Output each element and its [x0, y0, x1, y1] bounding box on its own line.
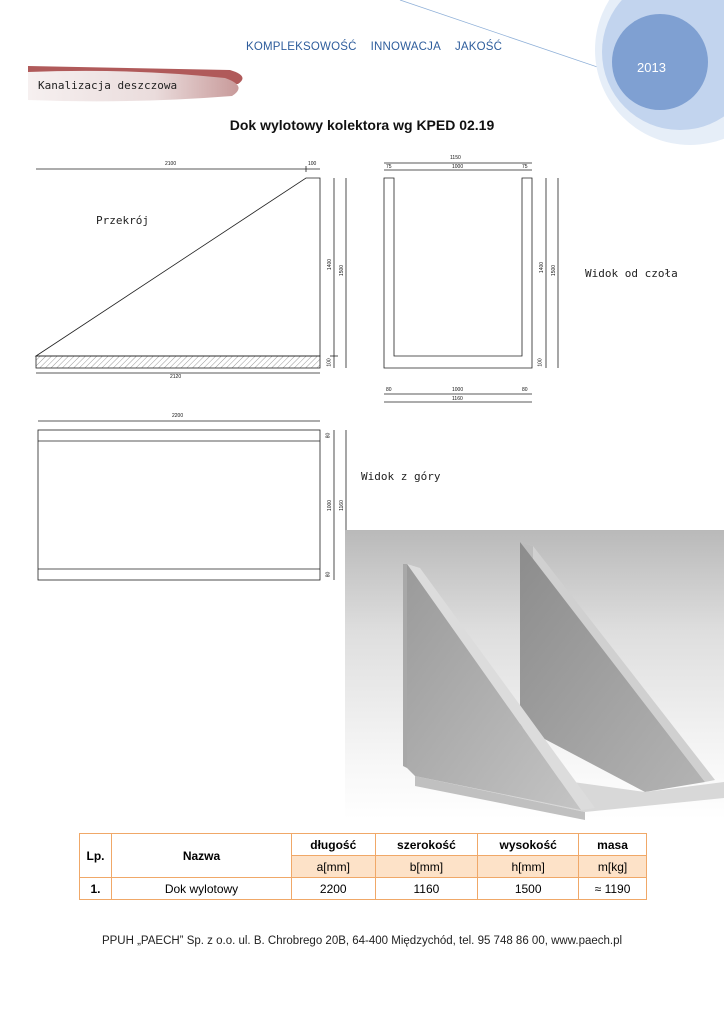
dimension-label: 1500	[551, 264, 558, 277]
cell-length: 2200	[292, 878, 376, 900]
product-render-image	[345, 530, 724, 820]
dimension-label: 80	[325, 571, 332, 578]
dimension-label: 75	[386, 164, 392, 170]
dimension-label: 80	[386, 387, 392, 393]
table-row	[80, 878, 647, 900]
header-width: szerokość	[375, 834, 478, 856]
header-length: długość	[292, 834, 376, 856]
dimension-label: 1000	[452, 387, 464, 393]
dimension-label: 1000	[327, 499, 334, 512]
dimension-label: 80	[325, 432, 332, 439]
section-tab: Kanalizacja deszczowa	[38, 79, 178, 92]
top-drawing	[38, 421, 346, 580]
front-drawing	[384, 163, 558, 402]
year-badge: 2013	[637, 60, 666, 75]
dimension-label: 100	[326, 358, 333, 367]
dimension-label: 1150	[450, 155, 461, 161]
dimension-label: 75	[522, 164, 528, 170]
slogan-word: JAKOŚĆ	[454, 41, 503, 53]
cell-mass: ≈ 1190	[579, 878, 647, 900]
page-title: Dok wylotowy kolektora wg KPED 02.19	[229, 117, 495, 133]
front-view-label: Widok od czoła	[585, 267, 678, 280]
top-view-label: Widok z góry	[361, 470, 441, 483]
spec-table	[79, 833, 647, 900]
header-name: Nazwa	[112, 834, 292, 878]
slogan-word: KOMPLEKSOWOŚĆ	[246, 41, 357, 53]
section-drawing	[36, 166, 346, 373]
cell-name: Dok wylotowy	[112, 878, 292, 900]
unit-height: h[mm]	[478, 856, 579, 878]
footer-contact: PPUH „PAECH” Sp. z o.o. ul. B. Chrobrego 20B, 64-400 Międzychód, tel. 95 748 86 00, www.paech.pl	[101, 935, 623, 947]
cell-height: 1500	[478, 878, 579, 900]
dimension-label: 2200	[172, 413, 184, 419]
cell-lp: 1.	[80, 878, 112, 900]
dimension-label: 100	[537, 358, 544, 367]
slogan-word: INNOWACJA	[370, 41, 441, 53]
unit-mass: m[kg]	[579, 856, 647, 878]
dimension-label: 1400	[327, 258, 334, 271]
dimension-label: 1000	[452, 164, 464, 170]
cell-width: 1160	[375, 878, 478, 900]
dimension-label: 2100	[165, 161, 177, 167]
dimension-label: 100	[308, 161, 317, 167]
header-mass: masa	[579, 834, 647, 856]
dimension-label: 1500	[339, 264, 346, 277]
unit-length: a[mm]	[292, 856, 376, 878]
dimension-label: 2120	[170, 374, 182, 380]
section-view-label: Przekrój	[96, 214, 149, 227]
unit-width: b[mm]	[375, 856, 478, 878]
dimension-label: 1400	[539, 261, 546, 274]
dimension-label: 1160	[452, 396, 463, 402]
header-height: wysokość	[478, 834, 579, 856]
dimension-label: 1160	[338, 500, 345, 511]
dimension-label: 80	[522, 387, 528, 393]
header-lp: Lp.	[80, 834, 112, 878]
